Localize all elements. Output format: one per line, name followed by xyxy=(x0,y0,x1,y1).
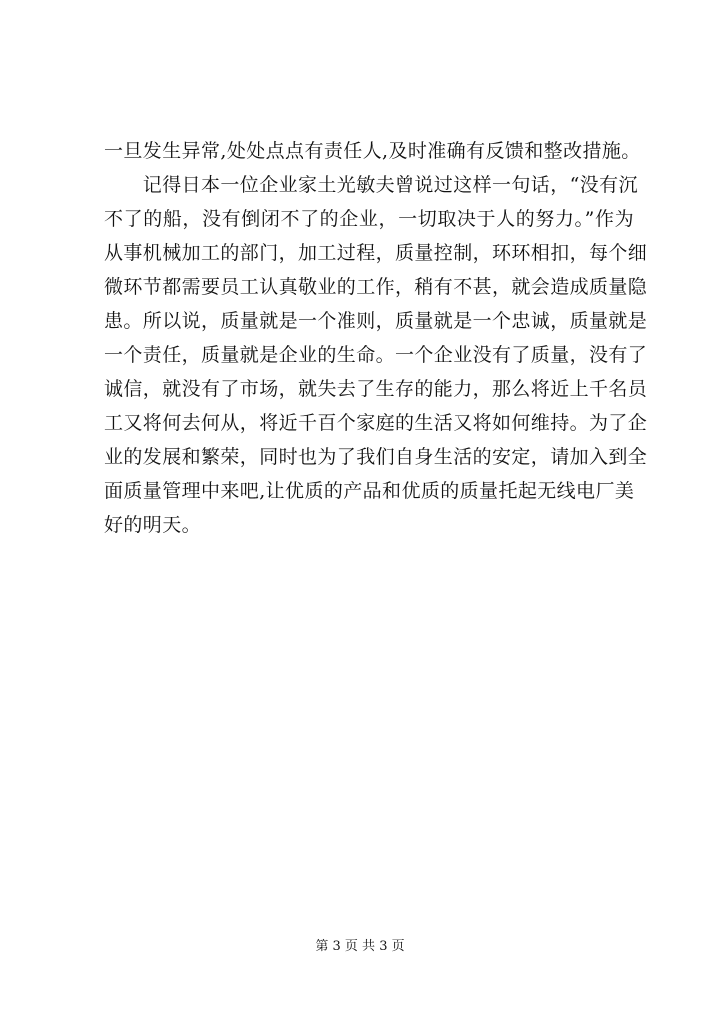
text-line: 诚信，就没有了市场，就失去了生存的能力，那么将近上千名员 xyxy=(104,378,648,400)
text-line: 面质量管理中来吧,让优质的产品和优质的质量托起无线电厂美 xyxy=(104,480,635,502)
text-line: 一旦发生异常,处处点点有责任人,及时准确有反馈和整改措施。 xyxy=(104,140,641,162)
text-line: 从事机械加工的部门，加工过程，质量控制，环环相扣，每个细 xyxy=(104,242,648,264)
text-line: 工又将何去何从，将近千百个家庭的生活又将如何维持。为了企 xyxy=(104,412,648,434)
page-footer: 第 3 页 共 3 页 xyxy=(315,939,405,954)
text-line: 业的发展和繁荣，同时也为了我们自身生活的安定，请加入到全 xyxy=(104,446,648,468)
text-line: 微环节都需要员工认真敬业的工作，稍有不甚，就会造成质量隐 xyxy=(104,276,648,298)
text-line: 记得日本一位企业家土光敏夫曾说过这样一句话，“没有沉 xyxy=(104,174,638,196)
text-line: 患。所以说，质量就是一个准则，质量就是一个忠诚，质量就是 xyxy=(104,310,648,332)
text-line: 一个责任，质量就是企业的生命。一个企业没有了质量，没有了 xyxy=(104,344,648,366)
text-line: 不了的船，没有倒闭不了的企业，一切取决于人的努力。”作为 xyxy=(104,208,634,230)
body-text xyxy=(104,134,648,542)
text-line: 好的明天。 xyxy=(104,514,202,536)
